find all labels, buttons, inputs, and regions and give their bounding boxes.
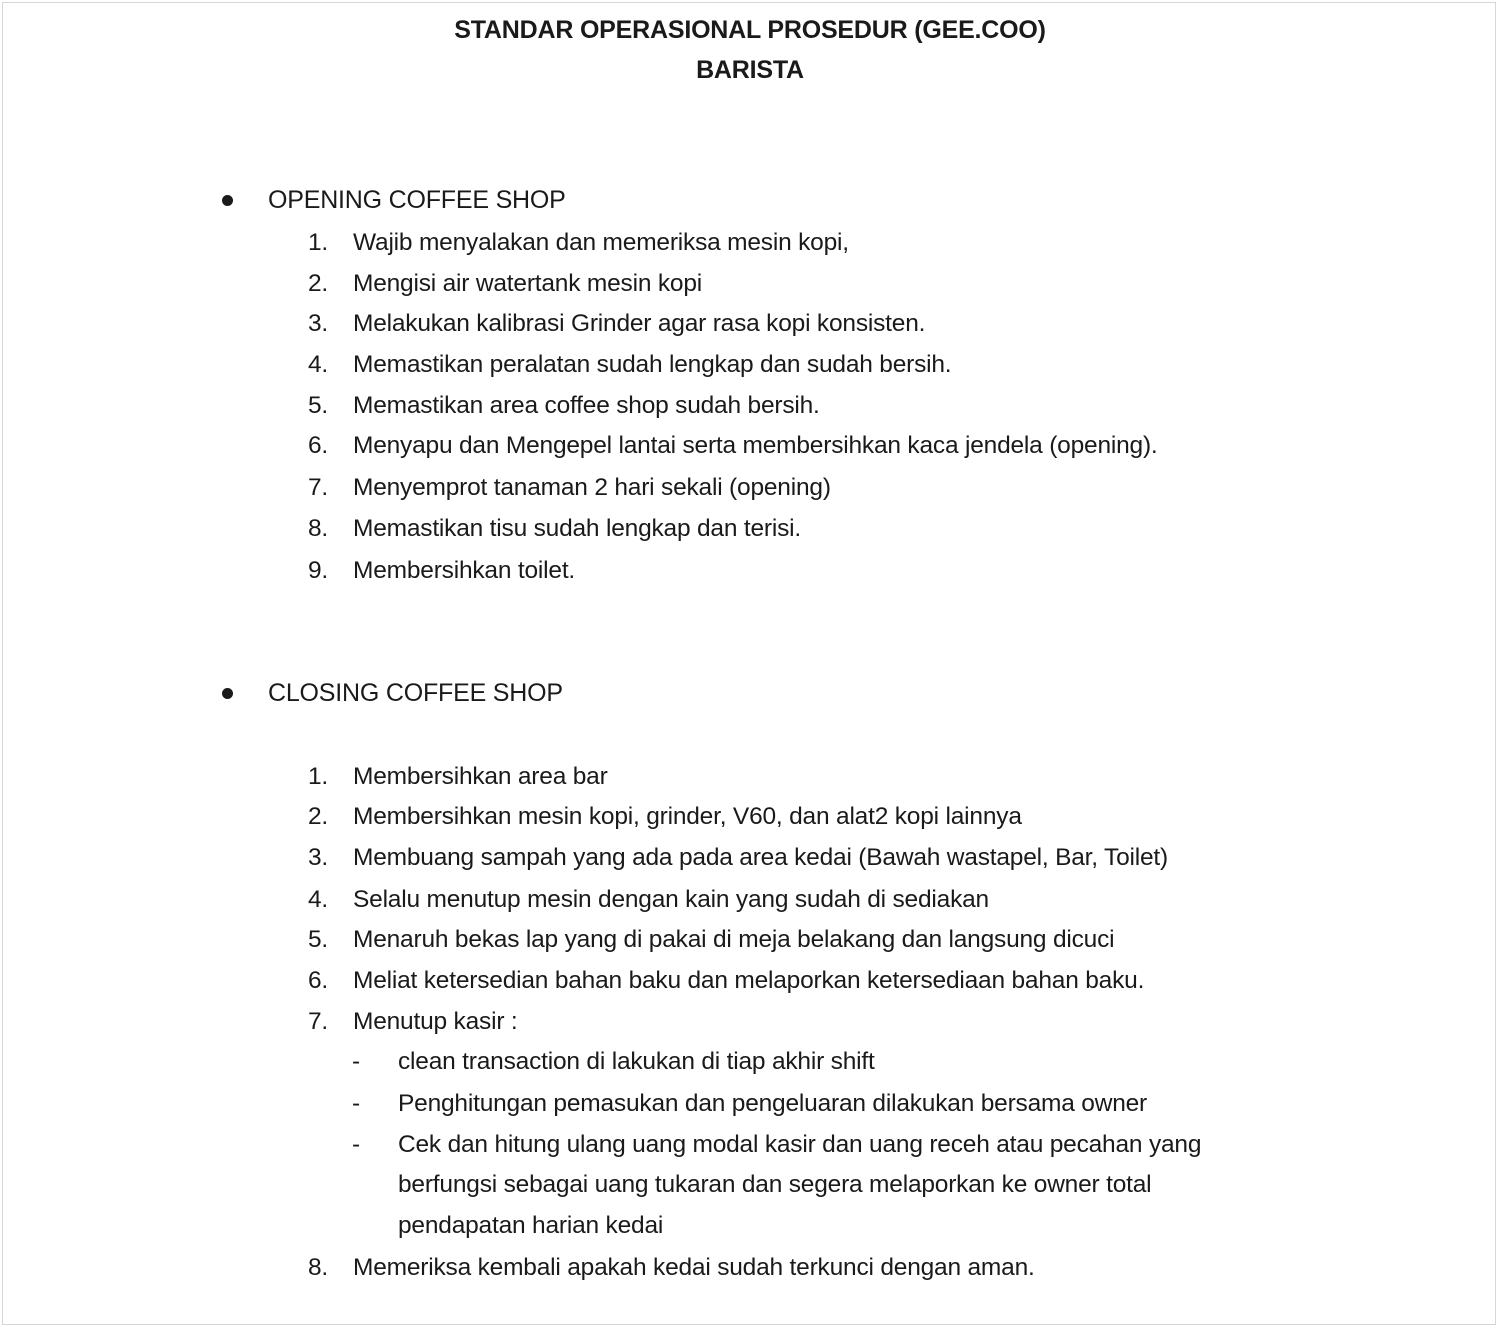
sub-list-item-continuation: pendapatan harian kedai: [398, 1212, 664, 1239]
list-item: 7. Menutup kasir :: [308, 1008, 518, 1035]
list-item: 1. Membersihkan area bar: [308, 763, 608, 790]
sub-list-item: - clean transaction di lakukan di tiap akhir shift: [352, 1048, 875, 1075]
list-item: 1. Wajib menyalakan dan memeriksa mesin kopi,: [308, 229, 849, 256]
list-item: 2. Mengisi air watertank mesin kopi: [308, 270, 702, 297]
bullet-icon: [222, 195, 233, 206]
bullet-icon: [222, 688, 233, 699]
section-heading-label: OPENING COFFEE SHOP: [268, 186, 566, 214]
list-item: 4. Memastikan peralatan sudah lengkap dan sudah bersih.: [308, 351, 952, 378]
sub-list-item: - Cek dan hitung ulang uang modal kasir dan uang receh atau pecahan yang: [352, 1131, 1202, 1158]
list-item: 6. Meliat ketersedian bahan baku dan melaporkan ketersediaan bahan baku.: [308, 967, 1145, 994]
list-item: 8. Memeriksa kembali apakah kedai sudah terkunci dengan aman.: [308, 1254, 1035, 1281]
list-item: 2. Membersihkan mesin kopi, grinder, V60, dan alat2 kopi lainnya: [308, 803, 1022, 830]
sub-list-item: - Penghitungan pemasukan dan pengeluaran dilakukan bersama owner: [352, 1090, 1148, 1117]
list-item: 3. Membuang sampah yang ada pada area kedai (Bawah wastapel, Bar, Toilet): [308, 844, 1168, 871]
list-item: 7. Menyemprot tanaman 2 hari sekali (opening): [308, 474, 831, 501]
list-item: 6. Menyapu dan Mengepel lantai serta membersihkan kaca jendela (opening).: [308, 432, 1158, 459]
section-heading-closing: [220, 679, 563, 708]
list-item: 4. Selalu menutup mesin dengan kain yang sudah di sediakan: [308, 886, 989, 913]
list-item: 3. Melakukan kalibrasi Grinder agar rasa kopi konsisten.: [308, 310, 926, 337]
document-subtitle: BARISTA: [696, 56, 804, 84]
list-item: 9. Membersihkan toilet.: [308, 557, 576, 584]
list-item: 5. Menaruh bekas lap yang di pakai di meja belakang dan langsung dicuci: [308, 926, 1115, 953]
document-title: STANDAR OPERASIONAL PROSEDUR (GEE.COO): [454, 16, 1046, 44]
section-heading-label: CLOSING COFFEE SHOP: [268, 679, 563, 707]
section-heading-opening: [220, 186, 566, 215]
list-item: 8. Memastikan tisu sudah lengkap dan terisi.: [308, 515, 802, 542]
list-item: 5. Memastikan area coffee shop sudah bersih.: [308, 392, 820, 419]
sub-list-item-continuation: berfungsi sebagai uang tukaran dan segera melaporkan ke owner total: [398, 1171, 1152, 1198]
